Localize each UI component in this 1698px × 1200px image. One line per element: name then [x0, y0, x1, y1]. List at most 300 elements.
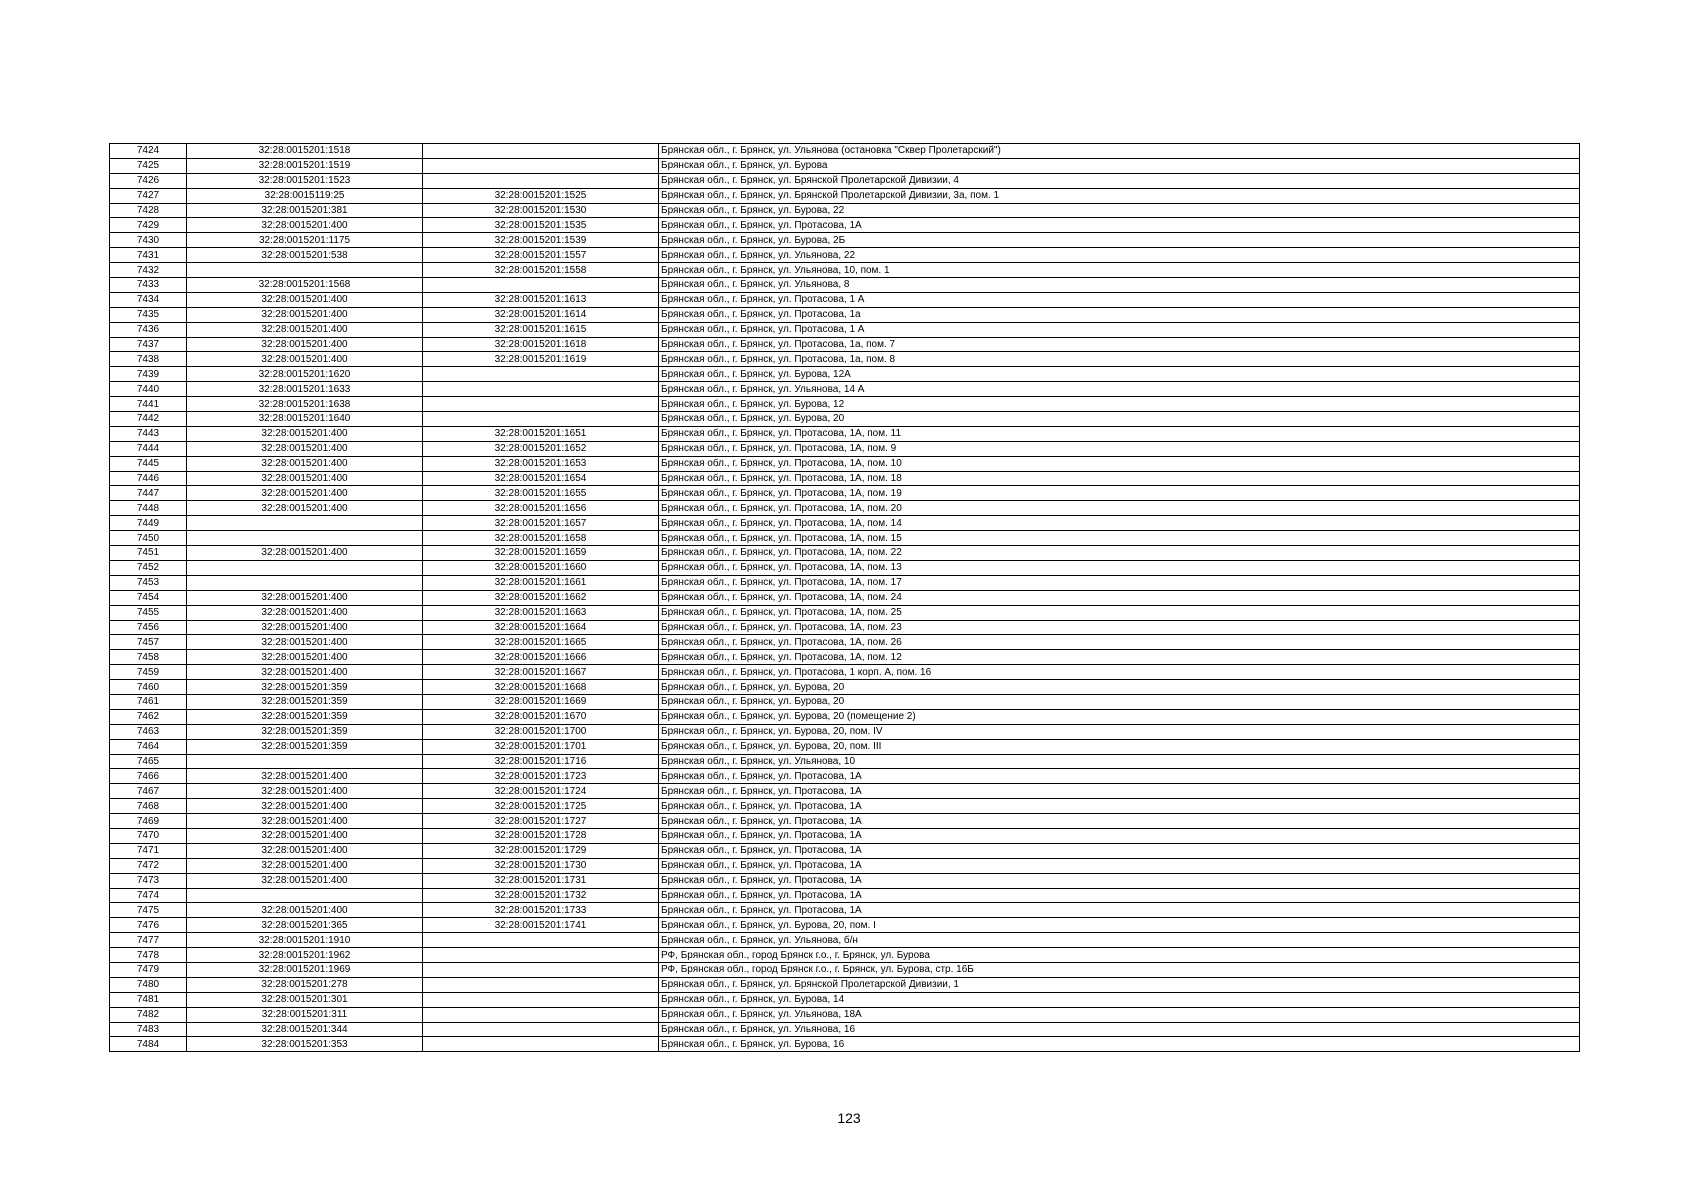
- table-row: [110, 203, 1580, 218]
- address-cell: Брянская обл., г. Брянск, ул. Ульянова (остановка "Сквер Пролетарский"): [659, 144, 1580, 159]
- cadastral-number-cell: [187, 263, 423, 278]
- linked-cadastral-number-cell: 32:28:0015201:1668: [423, 680, 659, 695]
- table-row: [110, 501, 1580, 516]
- registry-table-body: [110, 144, 1580, 1052]
- row-number-cell: 7461: [110, 694, 187, 709]
- linked-cadastral-number-cell: 32:28:0015201:1654: [423, 471, 659, 486]
- row-number-cell: 7451: [110, 546, 187, 561]
- table-row: [110, 158, 1580, 173]
- address-cell: Брянская обл., г. Брянск, ул. Протасова, 1А, пом. 17: [659, 575, 1580, 590]
- address-cell: Брянская обл., г. Брянск, ул. Брянской Пролетарской Дивизии, 3а, пом. 1: [659, 188, 1580, 203]
- address-cell: Брянская обл., г. Брянск, ул. Протасова, 1А, пом. 9: [659, 441, 1580, 456]
- table-row: [110, 769, 1580, 784]
- address-cell: РФ, Брянская обл., город Брянск г.о., г. Брянск, ул. Бурова, стр. 16Б: [659, 962, 1580, 977]
- row-number-cell: 7480: [110, 977, 187, 992]
- linked-cadastral-number-cell: 32:28:0015201:1729: [423, 843, 659, 858]
- table-row: [110, 828, 1580, 843]
- cadastral-number-cell: 32:28:0015201:400: [187, 814, 423, 829]
- linked-cadastral-number-cell: 32:28:0015201:1539: [423, 233, 659, 248]
- address-cell: Брянская обл., г. Брянск, ул. Протасова, 1А, пом. 19: [659, 486, 1580, 501]
- row-number-cell: 7430: [110, 233, 187, 248]
- linked-cadastral-number-cell: 32:28:0015201:1666: [423, 650, 659, 665]
- linked-cadastral-number-cell: 32:28:0015201:1615: [423, 322, 659, 337]
- table-row: [110, 292, 1580, 307]
- table-row: [110, 382, 1580, 397]
- linked-cadastral-number-cell: 32:28:0015201:1558: [423, 263, 659, 278]
- row-number-cell: 7436: [110, 322, 187, 337]
- row-number-cell: 7483: [110, 1022, 187, 1037]
- linked-cadastral-number-cell: [423, 397, 659, 412]
- address-cell: Брянская обл., г. Брянск, ул. Протасова, 1 А: [659, 322, 1580, 337]
- cadastral-number-cell: 32:28:0015201:278: [187, 977, 423, 992]
- address-cell: Брянская обл., г. Брянск, ул. Протасова, 1А, пом. 11: [659, 426, 1580, 441]
- table-row: [110, 1022, 1580, 1037]
- address-cell: Брянская обл., г. Брянск, ул. Протасова, 1А, пом. 25: [659, 605, 1580, 620]
- address-cell: Брянская обл., г. Брянск, ул. Бурова, 20, пом. IV: [659, 724, 1580, 739]
- linked-cadastral-number-cell: 32:28:0015201:1701: [423, 739, 659, 754]
- table-row: [110, 233, 1580, 248]
- cadastral-number-cell: 32:28:0015201:353: [187, 1037, 423, 1052]
- linked-cadastral-number-cell: 32:28:0015201:1618: [423, 337, 659, 352]
- cadastral-number-cell: [187, 575, 423, 590]
- cadastral-number-cell: 32:28:0015201:400: [187, 441, 423, 456]
- address-cell: Брянская обл., г. Брянск, ул. Протасова, 1А: [659, 814, 1580, 829]
- address-cell: Брянская обл., г. Брянск, ул. Протасова, 1А, пом. 23: [659, 620, 1580, 635]
- row-number-cell: 7481: [110, 992, 187, 1007]
- cadastral-number-cell: 32:28:0015201:400: [187, 471, 423, 486]
- row-number-cell: 7466: [110, 769, 187, 784]
- address-cell: Брянская обл., г. Брянск, ул. Протасова, 1А: [659, 769, 1580, 784]
- table-row: [110, 173, 1580, 188]
- table-row: [110, 307, 1580, 322]
- address-cell: Брянская обл., г. Брянск, ул. Ульянова, 8: [659, 278, 1580, 293]
- table-row: [110, 620, 1580, 635]
- row-number-cell: 7465: [110, 754, 187, 769]
- table-row: [110, 858, 1580, 873]
- linked-cadastral-number-cell: 32:28:0015201:1530: [423, 203, 659, 218]
- table-row: [110, 694, 1580, 709]
- table-row: [110, 441, 1580, 456]
- address-cell: Брянская обл., г. Брянск, ул. Протасова, 1А: [659, 903, 1580, 918]
- address-cell: Брянская обл., г. Брянск, ул. Протасова, 1А: [659, 843, 1580, 858]
- table-row: [110, 575, 1580, 590]
- cadastral-number-cell: 32:28:0015201:359: [187, 724, 423, 739]
- table-row: [110, 426, 1580, 441]
- address-cell: Брянская обл., г. Брянск, ул. Протасова, 1А, пом. 10: [659, 456, 1580, 471]
- linked-cadastral-number-cell: 32:28:0015201:1670: [423, 709, 659, 724]
- linked-cadastral-number-cell: 32:28:0015201:1651: [423, 426, 659, 441]
- address-cell: Брянская обл., г. Брянск, ул. Протасова, 1а: [659, 307, 1580, 322]
- linked-cadastral-number-cell: 32:28:0015201:1667: [423, 665, 659, 680]
- cadastral-number-cell: 32:28:0015201:400: [187, 858, 423, 873]
- table-row: [110, 188, 1580, 203]
- address-cell: РФ, Брянская обл., город Брянск г.о., г. Брянск, ул. Бурова: [659, 948, 1580, 963]
- linked-cadastral-number-cell: 32:28:0015201:1733: [423, 903, 659, 918]
- row-number-cell: 7469: [110, 814, 187, 829]
- address-cell: Брянская обл., г. Брянск, ул. Бурова, 20 (помещение 2): [659, 709, 1580, 724]
- cadastral-number-cell: 32:28:0015201:400: [187, 650, 423, 665]
- address-cell: Брянская обл., г. Брянск, ул. Бурова: [659, 158, 1580, 173]
- table-row: [110, 397, 1580, 412]
- table-row: [110, 516, 1580, 531]
- table-row: [110, 337, 1580, 352]
- linked-cadastral-number-cell: [423, 412, 659, 427]
- cadastral-number-cell: [187, 560, 423, 575]
- row-number-cell: 7425: [110, 158, 187, 173]
- row-number-cell: 7456: [110, 620, 187, 635]
- address-cell: Брянская обл., г. Брянск, ул. Протасова, 1А, пом. 24: [659, 590, 1580, 605]
- row-number-cell: 7439: [110, 367, 187, 382]
- cadastral-number-cell: 32:28:0015201:1519: [187, 158, 423, 173]
- row-number-cell: 7484: [110, 1037, 187, 1052]
- linked-cadastral-number-cell: 32:28:0015201:1669: [423, 694, 659, 709]
- address-cell: Брянская обл., г. Брянск, ул. Ульянова, 16: [659, 1022, 1580, 1037]
- address-cell: Брянская обл., г. Брянск, ул. Протасова, 1А: [659, 799, 1580, 814]
- cadastral-number-cell: 32:28:0015201:400: [187, 903, 423, 918]
- row-number-cell: 7443: [110, 426, 187, 441]
- table-row: [110, 560, 1580, 575]
- cadastral-number-cell: 32:28:0015201:301: [187, 992, 423, 1007]
- linked-cadastral-number-cell: [423, 948, 659, 963]
- cadastral-number-cell: 32:28:0015201:1523: [187, 173, 423, 188]
- cadastral-number-cell: 32:28:0015201:1175: [187, 233, 423, 248]
- row-number-cell: 7467: [110, 784, 187, 799]
- row-number-cell: 7442: [110, 412, 187, 427]
- address-cell: Брянская обл., г. Брянск, ул. Бурова, 16: [659, 1037, 1580, 1052]
- row-number-cell: 7448: [110, 501, 187, 516]
- linked-cadastral-number-cell: 32:28:0015201:1535: [423, 218, 659, 233]
- linked-cadastral-number-cell: 32:28:0015201:1658: [423, 531, 659, 546]
- address-cell: Брянская обл., г. Брянск, ул. Бурова, 20: [659, 412, 1580, 427]
- row-number-cell: 7435: [110, 307, 187, 322]
- row-number-cell: 7427: [110, 188, 187, 203]
- cadastral-number-cell: 32:28:0015201:400: [187, 307, 423, 322]
- table-row: [110, 933, 1580, 948]
- cadastral-number-cell: 32:28:0015201:1962: [187, 948, 423, 963]
- linked-cadastral-number-cell: 32:28:0015201:1664: [423, 620, 659, 635]
- row-number-cell: 7447: [110, 486, 187, 501]
- table-row: [110, 412, 1580, 427]
- linked-cadastral-number-cell: 32:28:0015201:1525: [423, 188, 659, 203]
- linked-cadastral-number-cell: [423, 962, 659, 977]
- row-number-cell: 7457: [110, 635, 187, 650]
- cadastral-number-cell: 32:28:0015201:344: [187, 1022, 423, 1037]
- cadastral-number-cell: 32:28:0015201:365: [187, 918, 423, 933]
- row-number-cell: 7433: [110, 278, 187, 293]
- table-row: [110, 144, 1580, 159]
- address-cell: Брянская обл., г. Брянск, ул. Протасова, 1а, пом. 8: [659, 352, 1580, 367]
- cadastral-number-cell: 32:28:0015201:400: [187, 456, 423, 471]
- cadastral-number-cell: 32:28:0015201:400: [187, 486, 423, 501]
- address-cell: Брянская обл., г. Брянск, ул. Протасова, 1А: [659, 888, 1580, 903]
- cadastral-number-cell: 32:28:0015119:25: [187, 188, 423, 203]
- table-row: [110, 263, 1580, 278]
- linked-cadastral-number-cell: [423, 1037, 659, 1052]
- linked-cadastral-number-cell: 32:28:0015201:1723: [423, 769, 659, 784]
- row-number-cell: 7454: [110, 590, 187, 605]
- row-number-cell: 7479: [110, 962, 187, 977]
- linked-cadastral-number-cell: [423, 933, 659, 948]
- linked-cadastral-number-cell: [423, 1022, 659, 1037]
- cadastral-number-cell: 32:28:0015201:381: [187, 203, 423, 218]
- address-cell: Брянская обл., г. Брянск, ул. Бурова, 14: [659, 992, 1580, 1007]
- address-cell: Брянская обл., г. Брянск, ул. Протасова, 1А, пом. 26: [659, 635, 1580, 650]
- row-number-cell: 7455: [110, 605, 187, 620]
- cadastral-number-cell: 32:28:0015201:1620: [187, 367, 423, 382]
- linked-cadastral-number-cell: [423, 144, 659, 159]
- linked-cadastral-number-cell: 32:28:0015201:1619: [423, 352, 659, 367]
- row-number-cell: 7424: [110, 144, 187, 159]
- cadastral-number-cell: 32:28:0015201:1969: [187, 962, 423, 977]
- table-row: [110, 456, 1580, 471]
- cadastral-number-cell: 32:28:0015201:400: [187, 322, 423, 337]
- page-number: 123: [837, 1110, 861, 1126]
- linked-cadastral-number-cell: 32:28:0015201:1727: [423, 814, 659, 829]
- address-cell: Брянская обл., г. Брянск, ул. Бурова, 12: [659, 397, 1580, 412]
- address-cell: Брянская обл., г. Брянск, ул. Брянской Пролетарской Дивизии, 4: [659, 173, 1580, 188]
- cadastral-number-cell: 32:28:0015201:1638: [187, 397, 423, 412]
- address-cell: Брянская обл., г. Брянск, ул. Ульянова, б/н: [659, 933, 1580, 948]
- row-number-cell: 7462: [110, 709, 187, 724]
- address-cell: Брянская обл., г. Брянск, ул. Протасова, 1А: [659, 858, 1580, 873]
- linked-cadastral-number-cell: 32:28:0015201:1655: [423, 486, 659, 501]
- cadastral-number-cell: 32:28:0015201:400: [187, 352, 423, 367]
- linked-cadastral-number-cell: 32:28:0015201:1730: [423, 858, 659, 873]
- row-number-cell: 7460: [110, 680, 187, 695]
- address-cell: Брянская обл., г. Брянск, ул. Протасова, 1А: [659, 873, 1580, 888]
- address-cell: Брянская обл., г. Брянск, ул. Бурова, 20, пом. III: [659, 739, 1580, 754]
- table-row: [110, 724, 1580, 739]
- address-cell: Брянская обл., г. Брянск, ул. Протасова, 1А, пом. 13: [659, 560, 1580, 575]
- linked-cadastral-number-cell: 32:28:0015201:1613: [423, 292, 659, 307]
- linked-cadastral-number-cell: [423, 382, 659, 397]
- row-number-cell: 7453: [110, 575, 187, 590]
- table-row: [110, 873, 1580, 888]
- cadastral-number-cell: 32:28:0015201:400: [187, 769, 423, 784]
- row-number-cell: 7475: [110, 903, 187, 918]
- linked-cadastral-number-cell: [423, 992, 659, 1007]
- cadastral-number-cell: 32:28:0015201:400: [187, 784, 423, 799]
- table-row: [110, 367, 1580, 382]
- linked-cadastral-number-cell: 32:28:0015201:1660: [423, 560, 659, 575]
- row-number-cell: 7434: [110, 292, 187, 307]
- row-number-cell: 7476: [110, 918, 187, 933]
- linked-cadastral-number-cell: 32:28:0015201:1614: [423, 307, 659, 322]
- linked-cadastral-number-cell: 32:28:0015201:1663: [423, 605, 659, 620]
- address-cell: Брянская обл., г. Брянск, ул. Протасова, 1А: [659, 218, 1580, 233]
- row-number-cell: 7432: [110, 263, 187, 278]
- table-row: [110, 665, 1580, 680]
- cadastral-number-cell: 32:28:0015201:400: [187, 873, 423, 888]
- cadastral-number-cell: 32:28:0015201:359: [187, 739, 423, 754]
- row-number-cell: 7472: [110, 858, 187, 873]
- address-cell: Брянская обл., г. Брянск, ул. Бурова, 20: [659, 680, 1580, 695]
- table-row: [110, 635, 1580, 650]
- row-number-cell: 7477: [110, 933, 187, 948]
- address-cell: Брянская обл., г. Брянск, ул. Протасова, 1А, пом. 22: [659, 546, 1580, 561]
- address-cell: Брянская обл., г. Брянск, ул. Ульянова, 10, пом. 1: [659, 263, 1580, 278]
- linked-cadastral-number-cell: 32:28:0015201:1557: [423, 248, 659, 263]
- table-row: [110, 322, 1580, 337]
- cadastral-number-cell: 32:28:0015201:400: [187, 426, 423, 441]
- cadastral-number-cell: 32:28:0015201:400: [187, 799, 423, 814]
- address-cell: Брянская обл., г. Брянск, ул. Протасова, 1А: [659, 828, 1580, 843]
- row-number-cell: 7445: [110, 456, 187, 471]
- row-number-cell: 7459: [110, 665, 187, 680]
- table-row: [110, 962, 1580, 977]
- cadastral-number-cell: 32:28:0015201:359: [187, 680, 423, 695]
- cadastral-number-cell: 32:28:0015201:400: [187, 501, 423, 516]
- table-row: [110, 680, 1580, 695]
- row-number-cell: 7482: [110, 1007, 187, 1022]
- row-number-cell: 7428: [110, 203, 187, 218]
- row-number-cell: 7437: [110, 337, 187, 352]
- address-cell: Брянская обл., г. Брянск, ул. Ульянова, 14 А: [659, 382, 1580, 397]
- table-row: [110, 799, 1580, 814]
- address-cell: Брянская обл., г. Брянск, ул. Ульянова, 22: [659, 248, 1580, 263]
- linked-cadastral-number-cell: [423, 977, 659, 992]
- address-cell: Брянская обл., г. Брянск, ул. Протасова, 1А, пом. 15: [659, 531, 1580, 546]
- cadastral-number-cell: 32:28:0015201:400: [187, 665, 423, 680]
- cadastral-number-cell: 32:28:0015201:400: [187, 635, 423, 650]
- row-number-cell: 7438: [110, 352, 187, 367]
- row-number-cell: 7440: [110, 382, 187, 397]
- address-cell: Брянская обл., г. Брянск, ул. Ульянова, 10: [659, 754, 1580, 769]
- row-number-cell: 7464: [110, 739, 187, 754]
- row-number-cell: 7449: [110, 516, 187, 531]
- cadastral-number-cell: 32:28:0015201:1518: [187, 144, 423, 159]
- table-row: [110, 248, 1580, 263]
- row-number-cell: 7444: [110, 441, 187, 456]
- linked-cadastral-number-cell: 32:28:0015201:1652: [423, 441, 659, 456]
- row-number-cell: 7470: [110, 828, 187, 843]
- table-row: [110, 1007, 1580, 1022]
- row-number-cell: 7426: [110, 173, 187, 188]
- row-number-cell: 7473: [110, 873, 187, 888]
- address-cell: Брянская обл., г. Брянск, ул. Протасова, 1а, пом. 7: [659, 337, 1580, 352]
- row-number-cell: 7468: [110, 799, 187, 814]
- row-number-cell: 7471: [110, 843, 187, 858]
- address-cell: Брянская обл., г. Брянск, ул. Бурова, 20: [659, 694, 1580, 709]
- linked-cadastral-number-cell: 32:28:0015201:1741: [423, 918, 659, 933]
- table-row: [110, 918, 1580, 933]
- table-row: [110, 486, 1580, 501]
- address-cell: Брянская обл., г. Брянск, ул. Протасова, 1 А: [659, 292, 1580, 307]
- cadastral-number-cell: 32:28:0015201:1640: [187, 412, 423, 427]
- address-cell: Брянская обл., г. Брянск, ул. Протасова, 1 корп. А, пом. 16: [659, 665, 1580, 680]
- table-row: [110, 903, 1580, 918]
- linked-cadastral-number-cell: 32:28:0015201:1653: [423, 456, 659, 471]
- table-row: [110, 218, 1580, 233]
- cadastral-number-cell: 32:28:0015201:311: [187, 1007, 423, 1022]
- table-row: [110, 977, 1580, 992]
- address-cell: Брянская обл., г. Брянск, ул. Ульянова, 18А: [659, 1007, 1580, 1022]
- address-cell: Брянская обл., г. Брянск, ул. Бурова, 12А: [659, 367, 1580, 382]
- address-cell: Брянская обл., г. Брянск, ул. Протасова, 1А, пом. 12: [659, 650, 1580, 665]
- table-row: [110, 843, 1580, 858]
- table-row: [110, 754, 1580, 769]
- row-number-cell: 7441: [110, 397, 187, 412]
- row-number-cell: 7429: [110, 218, 187, 233]
- address-cell: Брянская обл., г. Брянск, ул. Бурова, 22: [659, 203, 1580, 218]
- table-row: [110, 650, 1580, 665]
- table-row: [110, 546, 1580, 561]
- address-cell: Брянская обл., г. Брянск, ул. Протасова, 1А: [659, 784, 1580, 799]
- table-row: [110, 992, 1580, 1007]
- table-row: [110, 471, 1580, 486]
- cadastral-number-cell: [187, 516, 423, 531]
- cadastral-number-cell: 32:28:0015201:359: [187, 694, 423, 709]
- cadastral-number-cell: [187, 888, 423, 903]
- linked-cadastral-number-cell: [423, 173, 659, 188]
- cadastral-number-cell: 32:28:0015201:400: [187, 605, 423, 620]
- linked-cadastral-number-cell: 32:28:0015201:1659: [423, 546, 659, 561]
- table-row: [110, 814, 1580, 829]
- cadastral-number-cell: 32:28:0015201:359: [187, 709, 423, 724]
- linked-cadastral-number-cell: 32:28:0015201:1700: [423, 724, 659, 739]
- cadastral-number-cell: 32:28:0015201:400: [187, 337, 423, 352]
- cadastral-number-cell: 32:28:0015201:400: [187, 843, 423, 858]
- table-row: [110, 784, 1580, 799]
- address-cell: Брянская обл., г. Брянск, ул. Протасова, 1А, пом. 18: [659, 471, 1580, 486]
- registry-table: [109, 143, 1580, 1052]
- linked-cadastral-number-cell: [423, 278, 659, 293]
- row-number-cell: 7446: [110, 471, 187, 486]
- cadastral-number-cell: 32:28:0015201:1633: [187, 382, 423, 397]
- table-row: [110, 590, 1580, 605]
- table-row: [110, 278, 1580, 293]
- row-number-cell: 7478: [110, 948, 187, 963]
- linked-cadastral-number-cell: 32:28:0015201:1728: [423, 828, 659, 843]
- cadastral-number-cell: 32:28:0015201:1910: [187, 933, 423, 948]
- table-row: [110, 352, 1580, 367]
- row-number-cell: 7431: [110, 248, 187, 263]
- address-cell: Брянская обл., г. Брянск, ул. Брянской Пролетарской Дивизии, 1: [659, 977, 1580, 992]
- linked-cadastral-number-cell: 32:28:0015201:1665: [423, 635, 659, 650]
- linked-cadastral-number-cell: 32:28:0015201:1725: [423, 799, 659, 814]
- cadastral-number-cell: [187, 531, 423, 546]
- linked-cadastral-number-cell: 32:28:0015201:1657: [423, 516, 659, 531]
- address-cell: Брянская обл., г. Брянск, ул. Бурова, 2Б: [659, 233, 1580, 248]
- cadastral-number-cell: 32:28:0015201:400: [187, 218, 423, 233]
- table-row: [110, 709, 1580, 724]
- cadastral-number-cell: 32:28:0015201:400: [187, 590, 423, 605]
- cadastral-number-cell: [187, 754, 423, 769]
- table-row: [110, 1037, 1580, 1052]
- row-number-cell: 7452: [110, 560, 187, 575]
- table-row: [110, 605, 1580, 620]
- row-number-cell: 7450: [110, 531, 187, 546]
- linked-cadastral-number-cell: [423, 367, 659, 382]
- linked-cadastral-number-cell: 32:28:0015201:1662: [423, 590, 659, 605]
- linked-cadastral-number-cell: 32:28:0015201:1731: [423, 873, 659, 888]
- table-row: [110, 739, 1580, 754]
- cadastral-number-cell: 32:28:0015201:400: [187, 828, 423, 843]
- cadastral-number-cell: 32:28:0015201:538: [187, 248, 423, 263]
- cadastral-number-cell: 32:28:0015201:1568: [187, 278, 423, 293]
- linked-cadastral-number-cell: [423, 158, 659, 173]
- linked-cadastral-number-cell: 32:28:0015201:1716: [423, 754, 659, 769]
- cadastral-number-cell: 32:28:0015201:400: [187, 292, 423, 307]
- cadastral-number-cell: 32:28:0015201:400: [187, 620, 423, 635]
- row-number-cell: 7474: [110, 888, 187, 903]
- linked-cadastral-number-cell: 32:28:0015201:1661: [423, 575, 659, 590]
- linked-cadastral-number-cell: 32:28:0015201:1724: [423, 784, 659, 799]
- linked-cadastral-number-cell: [423, 1007, 659, 1022]
- row-number-cell: 7463: [110, 724, 187, 739]
- cadastral-number-cell: 32:28:0015201:400: [187, 546, 423, 561]
- table-row: [110, 888, 1580, 903]
